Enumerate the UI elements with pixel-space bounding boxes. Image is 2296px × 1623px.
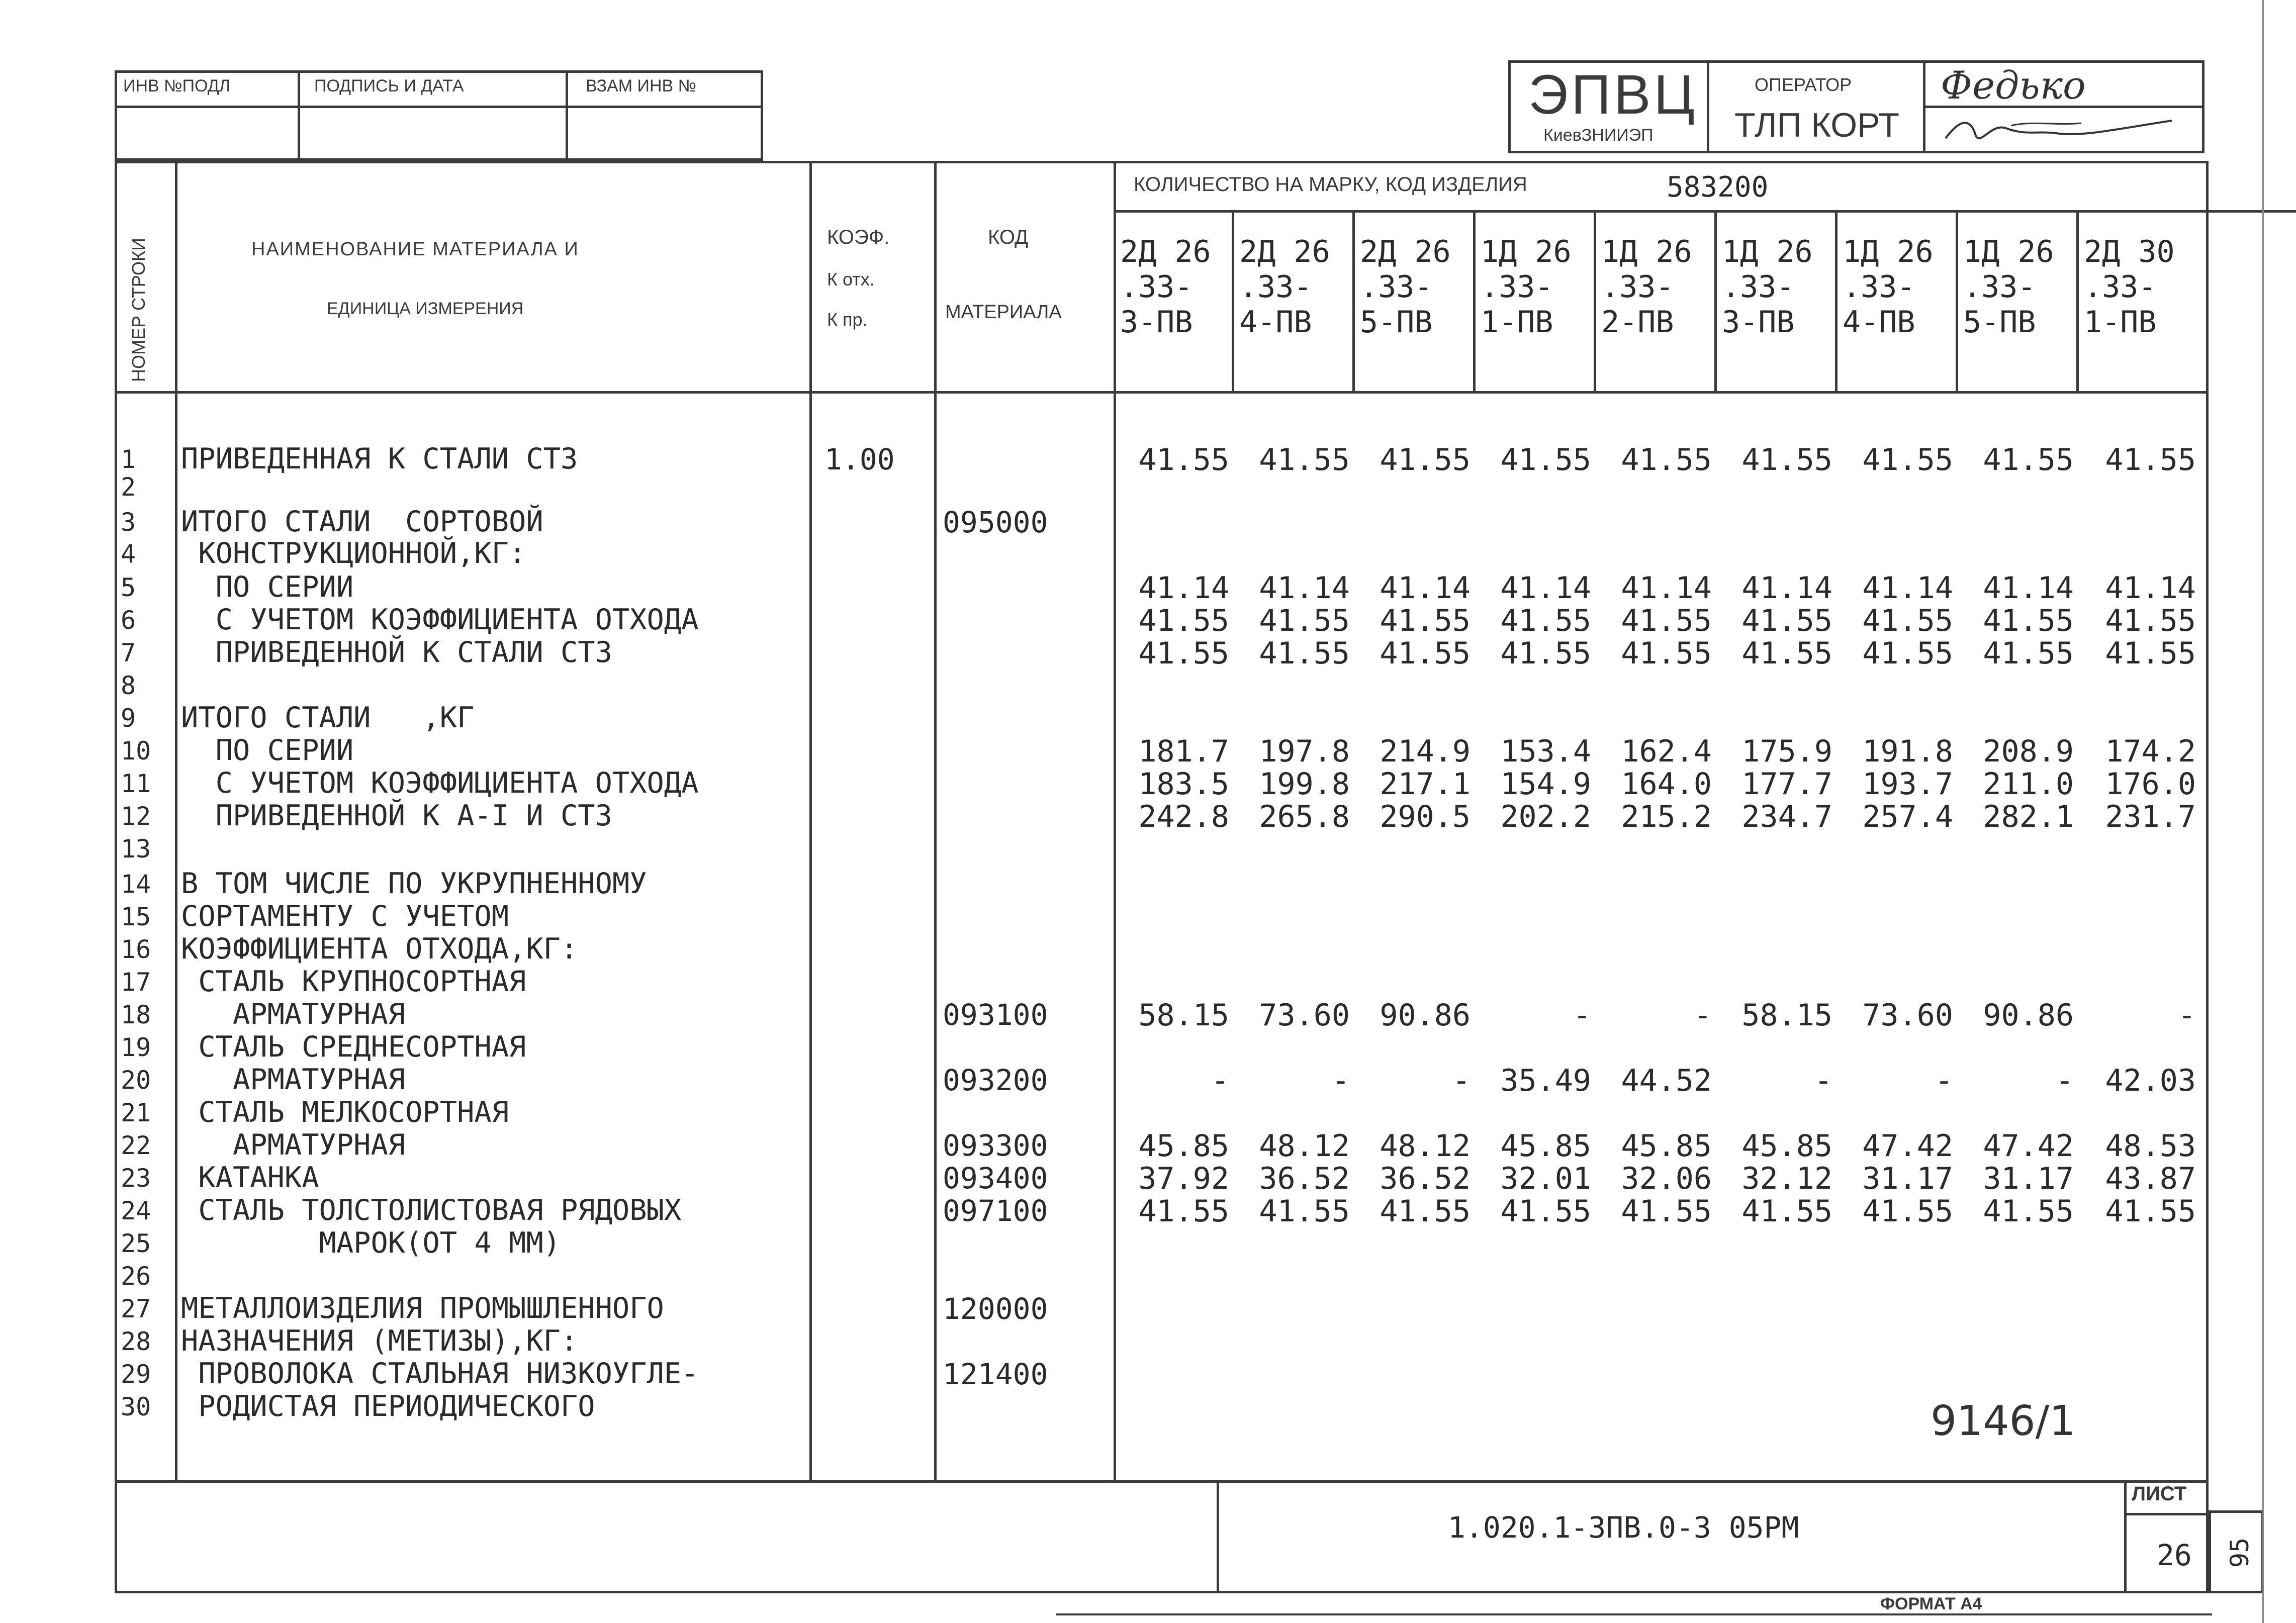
material-name: СТАЛЬ СРЕДНЕСОРТНАЯ bbox=[181, 1030, 526, 1064]
material-name: С УЧЕТОМ КОЭФФИЦИЕНТА ОТХОДА bbox=[181, 767, 699, 800]
code-header-2: МАТЕРИАЛА bbox=[945, 302, 1062, 323]
quantity-cell: 45.85 bbox=[1741, 1128, 1832, 1164]
material-name: АРМАТУРНАЯ bbox=[181, 998, 406, 1031]
quantity-cell: 191.8 bbox=[1862, 734, 1953, 769]
quantity-cell: 231.7 bbox=[2105, 799, 2196, 834]
quantity-cell: 47.42 bbox=[1862, 1128, 1953, 1164]
quantity-cell: 41.14 bbox=[1259, 570, 1350, 606]
quantity-cell: 41.55 bbox=[1500, 603, 1591, 638]
column-header-2-line2: .33- bbox=[1239, 269, 1312, 305]
operator-value: ТЛП КОРТ bbox=[1734, 106, 1900, 144]
row-number: 28 bbox=[121, 1327, 151, 1356]
quantity-cell: 177.7 bbox=[1741, 767, 1832, 802]
quantity-cell: 41.14 bbox=[1621, 570, 1712, 606]
material-code: 097100 bbox=[943, 1194, 1048, 1228]
quantity-cell: - bbox=[1693, 998, 1712, 1033]
quantity-cell: 41.14 bbox=[1500, 570, 1591, 606]
quantity-cell: 41.55 bbox=[1138, 636, 1229, 671]
quantity-cell: 43.87 bbox=[2105, 1161, 2196, 1196]
column-header-3-line1: 2Д 26 bbox=[1360, 234, 1451, 269]
material-name: СОРТАМЕНТУ С УЧЕТОМ bbox=[181, 900, 509, 933]
row-number: 9 bbox=[121, 704, 136, 733]
quantity-cell: 41.55 bbox=[1862, 1194, 1953, 1229]
vzam-inv-label: ВЗАМ ИНВ № bbox=[586, 76, 697, 96]
handwritten-number: 9146/1 bbox=[1931, 1397, 2076, 1445]
quantity-cell: 45.85 bbox=[1138, 1128, 1229, 1164]
podpis-data-label: ПОДПИСЬ И ДАТА bbox=[314, 76, 464, 96]
material-name: СТАЛЬ КРУПНОСОРТНАЯ bbox=[181, 965, 526, 998]
column-header-3-line3: 5-ПВ bbox=[1360, 305, 1433, 340]
quantity-cell: 215.2 bbox=[1621, 799, 1712, 834]
quantity-cell: 164.0 bbox=[1621, 767, 1712, 802]
column-header-4-line3: 1-ПВ bbox=[1481, 305, 1553, 340]
sheet-number: 26 bbox=[2157, 1538, 2192, 1572]
inv-podl-label: ИНВ №ПОДЛ bbox=[123, 76, 231, 96]
row-number: 22 bbox=[121, 1131, 151, 1160]
row-number-header: НОМЕР СТРОКИ bbox=[128, 238, 149, 382]
quantity-cell: 202.2 bbox=[1500, 799, 1591, 834]
material-name: КОЭФФИЦИЕНТА ОТХОДА,КГ: bbox=[181, 932, 578, 966]
quantity-cell: 41.55 bbox=[2105, 603, 2196, 638]
quantity-cell: 58.15 bbox=[1741, 998, 1832, 1033]
quantity-cell: 41.14 bbox=[1138, 570, 1229, 606]
column-header-4-line1: 1Д 26 bbox=[1481, 234, 1572, 269]
quantity-cell: 154.9 bbox=[1500, 767, 1591, 802]
column-header-1-line1: 2Д 26 bbox=[1120, 234, 1211, 269]
side-number: 95 bbox=[2225, 1537, 2255, 1568]
quantity-cell: 162.4 bbox=[1621, 734, 1712, 769]
org-name-small: КиевЗНИИЭП bbox=[1543, 126, 1654, 145]
quantity-cell: 282.1 bbox=[1983, 799, 2074, 834]
quantity-cell: 58.15 bbox=[1138, 998, 1229, 1033]
material-name: СТАЛЬ ТОЛСТОЛИСТОВАЯ РЯДОВЫХ bbox=[181, 1194, 682, 1227]
quantity-cell: 32.06 bbox=[1621, 1161, 1712, 1196]
quantity-cell: 41.55 bbox=[1138, 603, 1229, 638]
row-number: 12 bbox=[121, 802, 151, 831]
quantity-cell: 41.55 bbox=[1983, 442, 2074, 478]
quantity-cell: 41.55 bbox=[1259, 603, 1350, 638]
column-header-7-line3: 4-ПВ bbox=[1843, 305, 1915, 340]
quantity-cell: 175.9 bbox=[1741, 734, 1832, 769]
quantity-cell: 174.2 bbox=[2105, 734, 2196, 769]
column-header-2-line1: 2Д 26 bbox=[1239, 234, 1330, 269]
quantity-cell: 44.52 bbox=[1621, 1063, 1712, 1098]
row-number: 6 bbox=[121, 606, 136, 635]
material-name: ПРИВЕДЕННОЙ К СТАЛИ СТ3 bbox=[181, 636, 612, 669]
row-number: 17 bbox=[121, 968, 151, 997]
column-header-6-line3: 3-ПВ bbox=[1722, 305, 1795, 340]
quantity-cell: 41.55 bbox=[1259, 636, 1350, 671]
material-name: ИТОГО СТАЛИ СОРТОВОЙ bbox=[181, 505, 543, 538]
material-name: ИТОГО СТАЛИ ,КГ bbox=[181, 701, 475, 734]
quantity-cell: 37.92 bbox=[1138, 1161, 1229, 1196]
quantity-cell: - bbox=[1814, 1063, 1832, 1098]
coefficient: 1.00 bbox=[824, 442, 895, 476]
quantity-cell: 41.55 bbox=[1500, 636, 1591, 671]
material-code: 093100 bbox=[943, 998, 1048, 1032]
format-label: ФОРМАТ А4 bbox=[1880, 1594, 1982, 1613]
quantity-cell: 234.7 bbox=[1741, 799, 1832, 834]
row-number: 5 bbox=[121, 573, 136, 602]
quantity-cell: 41.55 bbox=[1741, 442, 1832, 478]
column-header-8-line2: .33- bbox=[1963, 269, 2036, 305]
row-number: 4 bbox=[121, 539, 136, 568]
quantity-cell: 36.52 bbox=[1259, 1161, 1350, 1196]
row-number: 18 bbox=[121, 1000, 151, 1029]
quantity-cell: - bbox=[1573, 998, 1591, 1033]
product-code: 583200 bbox=[1667, 171, 1769, 204]
quantity-cell: 90.86 bbox=[1983, 998, 2074, 1033]
quantity-cell: 242.8 bbox=[1138, 799, 1229, 834]
row-number: 13 bbox=[121, 834, 151, 864]
column-header-9-line2: .33- bbox=[2084, 269, 2157, 305]
quantity-cell: 41.55 bbox=[1500, 1194, 1591, 1229]
row-number: 23 bbox=[121, 1164, 151, 1193]
quantity-cell: 48.53 bbox=[2105, 1128, 2196, 1164]
quantity-cell: - bbox=[1452, 1063, 1471, 1098]
column-header-1-line2: .33- bbox=[1120, 269, 1193, 305]
material-name: С УЧЕТОМ КОЭФФИЦИЕНТА ОТХОДА bbox=[181, 603, 699, 636]
material-code: 093300 bbox=[943, 1128, 1048, 1163]
quantity-cell: 257.4 bbox=[1862, 799, 1953, 834]
row-number: 26 bbox=[121, 1262, 151, 1291]
row-number: 15 bbox=[121, 902, 151, 931]
quantity-cell: 41.55 bbox=[1380, 1194, 1471, 1229]
column-header-5-line2: .33- bbox=[1601, 269, 1674, 305]
material-name: ПО СЕРИИ bbox=[181, 570, 354, 604]
quantity-cell: 47.42 bbox=[1983, 1128, 2074, 1164]
quantity-cell: 41.55 bbox=[1862, 603, 1953, 638]
quantity-cell: 199.8 bbox=[1259, 767, 1350, 802]
quantity-cell: - bbox=[2177, 998, 2196, 1033]
quantity-cell: 41.55 bbox=[1380, 603, 1471, 638]
quantity-cell: 41.14 bbox=[1741, 570, 1832, 606]
quantity-cell: - bbox=[1331, 1063, 1350, 1098]
column-header-5-line1: 1Д 26 bbox=[1601, 234, 1692, 269]
row-number: 25 bbox=[121, 1229, 151, 1258]
quantity-cell: 41.55 bbox=[2105, 636, 2196, 671]
row-number: 24 bbox=[121, 1196, 151, 1225]
material-name-header-2: ЕДИНИЦА ИЗМЕРЕНИЯ bbox=[327, 299, 524, 318]
quantity-cell: 41.14 bbox=[1983, 570, 2074, 606]
quantity-cell: 176.0 bbox=[2105, 767, 2196, 802]
quantity-cell: 41.55 bbox=[1983, 603, 2074, 638]
quantity-cell: 41.55 bbox=[1621, 442, 1712, 478]
quantity-cell: - bbox=[2055, 1063, 2074, 1098]
coef-header-2: К отх. bbox=[827, 269, 875, 290]
column-header-9-line1: 2Д 30 bbox=[2084, 234, 2175, 269]
quantity-cell: 41.55 bbox=[2105, 1194, 2196, 1229]
quantity-cell: 48.12 bbox=[1259, 1128, 1350, 1164]
quantity-cell: 32.12 bbox=[1741, 1161, 1832, 1196]
quantity-cell: 41.55 bbox=[2105, 442, 2196, 478]
row-number: 27 bbox=[121, 1294, 151, 1323]
quantity-header: КОЛИЧЕСТВО НА МАРКУ, КОД ИЗДЕЛИЯ bbox=[1134, 173, 1527, 196]
material-code: 121400 bbox=[943, 1357, 1048, 1391]
quantity-cell: 41.55 bbox=[1259, 1194, 1350, 1229]
column-header-8-line1: 1Д 26 bbox=[1963, 234, 2054, 269]
quantity-cell: 42.03 bbox=[2105, 1063, 2196, 1098]
quantity-cell: 73.60 bbox=[1862, 998, 1953, 1033]
material-name: ПРОВОЛОКА СТАЛЬНАЯ НИЗКОУГЛЕ- bbox=[181, 1357, 699, 1390]
material-code: 093200 bbox=[943, 1063, 1048, 1097]
signature-name: Федько bbox=[1941, 63, 2086, 108]
row-number: 16 bbox=[121, 935, 151, 964]
quantity-cell: 217.1 bbox=[1380, 767, 1471, 802]
quantity-cell: 31.17 bbox=[1862, 1161, 1953, 1196]
column-header-1-line3: 3-ПВ bbox=[1120, 305, 1193, 340]
column-header-6-line1: 1Д 26 bbox=[1722, 234, 1813, 269]
quantity-cell: - bbox=[1211, 1063, 1229, 1098]
quantity-cell: 32.01 bbox=[1500, 1161, 1591, 1196]
material-name: ПРИВЕДЕННОЙ К А-I И СТ3 bbox=[181, 799, 612, 832]
quantity-cell: 73.60 bbox=[1259, 998, 1350, 1033]
material-name: СТАЛЬ МЕЛКОСОРТНАЯ bbox=[181, 1096, 509, 1129]
quantity-cell: 41.55 bbox=[1983, 1194, 2074, 1229]
column-header-7-line1: 1Д 26 bbox=[1843, 234, 1934, 269]
row-number: 2 bbox=[121, 472, 136, 502]
quantity-cell: 214.9 bbox=[1380, 734, 1471, 769]
document-code: 1.020.1-3ПВ.0-3 05РМ bbox=[1448, 1510, 1799, 1545]
material-name: ПО СЕРИИ bbox=[181, 734, 354, 767]
code-header-1: КОД bbox=[988, 226, 1029, 248]
column-header-5-line3: 2-ПВ bbox=[1601, 305, 1674, 340]
material-name: КАТАНКА bbox=[181, 1161, 319, 1194]
quantity-cell: 41.55 bbox=[1500, 442, 1591, 478]
quantity-cell: 41.55 bbox=[1741, 1194, 1832, 1229]
quantity-cell: 41.14 bbox=[1862, 570, 1953, 606]
quantity-cell: 41.14 bbox=[2105, 570, 2196, 606]
quantity-cell: 41.55 bbox=[1380, 636, 1471, 671]
quantity-cell: 41.55 bbox=[1621, 636, 1712, 671]
footer-block bbox=[115, 1480, 2209, 1593]
quantity-cell: 41.55 bbox=[1138, 442, 1229, 478]
quantity-cell: 41.55 bbox=[1862, 636, 1953, 671]
row-number: 21 bbox=[121, 1098, 151, 1127]
material-code: 093400 bbox=[943, 1161, 1048, 1195]
row-number: 3 bbox=[121, 508, 136, 537]
quantity-cell: 41.55 bbox=[1741, 636, 1832, 671]
quantity-cell: 290.5 bbox=[1380, 799, 1471, 834]
quantity-cell: 45.85 bbox=[1500, 1128, 1591, 1164]
quantity-cell: 90.86 bbox=[1380, 998, 1471, 1033]
quantity-cell: - bbox=[1935, 1063, 1953, 1098]
quantity-cell: 41.55 bbox=[1621, 1194, 1712, 1229]
material-name: МАРОК(ОТ 4 ММ) bbox=[181, 1226, 561, 1260]
material-code: 095000 bbox=[943, 505, 1048, 539]
column-header-4-line2: .33- bbox=[1481, 269, 1553, 305]
quantity-cell: 41.55 bbox=[1259, 442, 1350, 478]
sheet-label: ЛИСТ bbox=[2132, 1483, 2187, 1505]
row-number: 14 bbox=[121, 870, 151, 899]
operator-label: ОПЕРАТОР bbox=[1755, 74, 1852, 95]
material-name: АРМАТУРНАЯ bbox=[181, 1128, 406, 1162]
column-header-2-line3: 4-ПВ bbox=[1239, 305, 1312, 340]
row-number: 10 bbox=[121, 736, 151, 766]
column-header-6-line2: .33- bbox=[1722, 269, 1795, 305]
quantity-cell: 193.7 bbox=[1862, 767, 1953, 802]
row-number: 8 bbox=[121, 671, 136, 700]
material-name: АРМАТУРНАЯ bbox=[181, 1063, 406, 1096]
quantity-cell: 31.17 bbox=[1983, 1161, 2074, 1196]
quantity-cell: 197.8 bbox=[1259, 734, 1350, 769]
row-number: 29 bbox=[121, 1360, 151, 1389]
row-number: 20 bbox=[121, 1066, 151, 1095]
quantity-cell: 41.55 bbox=[1621, 603, 1712, 638]
handwritten-signature bbox=[1931, 108, 2192, 151]
column-header-9-line3: 1-ПВ bbox=[2084, 305, 2157, 340]
material-name-header-1: НАИМЕНОВАНИЕ МАТЕРИАЛА И bbox=[251, 239, 579, 260]
column-header-3-line2: .33- bbox=[1360, 269, 1433, 305]
quantity-cell: 265.8 bbox=[1259, 799, 1350, 834]
quantity-cell: 41.14 bbox=[1380, 570, 1471, 606]
quantity-cell: 41.55 bbox=[1380, 442, 1471, 478]
quantity-cell: 181.7 bbox=[1138, 734, 1229, 769]
coef-header-3: К пр. bbox=[827, 309, 868, 330]
row-number: 7 bbox=[121, 638, 136, 667]
material-name: ПРИВЕДЕННАЯ К СТАЛИ СТ3 bbox=[181, 442, 578, 475]
coef-header-1: КОЭФ. bbox=[827, 226, 890, 248]
material-name: В ТОМ ЧИСЛЕ ПО УКРУПНЕННОМУ bbox=[181, 867, 647, 900]
column-header-8-line3: 5-ПВ bbox=[1963, 305, 2036, 340]
quantity-cell: 208.9 bbox=[1983, 734, 2074, 769]
material-name: МЕТАЛЛОИЗДЕЛИЯ ПРОМЫШЛЕННОГО bbox=[181, 1292, 664, 1325]
quantity-cell: 35.49 bbox=[1500, 1063, 1591, 1098]
quantity-cell: 41.55 bbox=[1862, 442, 1953, 478]
material-name: НАЗНАЧЕНИЯ (МЕТИЗЫ),КГ: bbox=[181, 1324, 578, 1358]
row-number: 1 bbox=[121, 445, 136, 474]
row-number: 11 bbox=[121, 769, 151, 798]
quantity-cell: 41.55 bbox=[1138, 1194, 1229, 1229]
quantity-cell: 48.12 bbox=[1380, 1128, 1471, 1164]
org-name-big: ЭПВЦ bbox=[1528, 64, 1698, 126]
row-number: 19 bbox=[121, 1033, 151, 1062]
quantity-cell: 41.55 bbox=[1983, 636, 2074, 671]
material-name: РОДИСТАЯ ПЕРИОДИЧЕСКОГО bbox=[181, 1390, 595, 1423]
quantity-cell: 36.52 bbox=[1380, 1161, 1471, 1196]
material-name: КОНСТРУКЦИОННОЙ,КГ: bbox=[181, 537, 526, 570]
quantity-cell: 153.4 bbox=[1500, 734, 1591, 769]
material-code: 120000 bbox=[943, 1292, 1048, 1326]
column-header-7-line2: .33- bbox=[1843, 269, 1915, 305]
quantity-cell: 211.0 bbox=[1983, 767, 2074, 802]
row-number: 30 bbox=[121, 1392, 151, 1421]
quantity-cell: 183.5 bbox=[1138, 767, 1229, 802]
quantity-cell: 45.85 bbox=[1621, 1128, 1712, 1164]
quantity-cell: 41.55 bbox=[1741, 603, 1832, 638]
